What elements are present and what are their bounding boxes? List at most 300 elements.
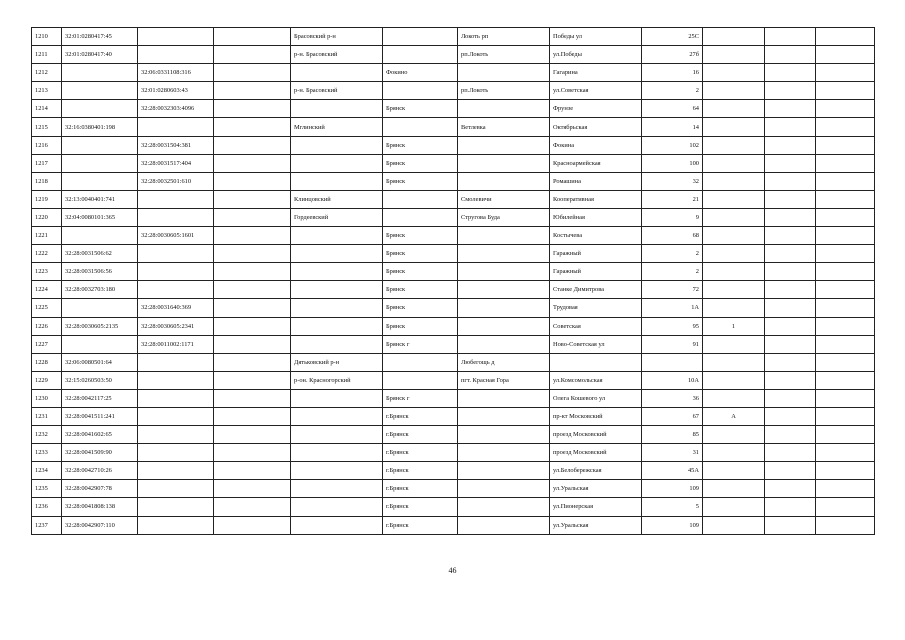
table-row bbox=[32, 281, 875, 299]
settlement-cell: Ветлевка bbox=[458, 118, 550, 136]
district-cell bbox=[291, 407, 383, 425]
table-row bbox=[32, 498, 875, 516]
cadastral-number-cell: 32:28:0042117:25 bbox=[62, 389, 138, 407]
settlement-cell bbox=[458, 227, 550, 245]
district-cell bbox=[291, 281, 383, 299]
row-number-cell: 1237 bbox=[32, 516, 62, 534]
cadastral-number-alt-cell: 32:28:0032303:4096 bbox=[138, 100, 214, 118]
extra-cell bbox=[765, 317, 816, 335]
blank-cell bbox=[214, 407, 291, 425]
building-cell bbox=[703, 389, 765, 407]
district-cell: р-н. Брасовский bbox=[291, 82, 383, 100]
settlement-cell bbox=[458, 100, 550, 118]
city-cell: г.Брянск bbox=[383, 426, 458, 444]
extra-cell bbox=[765, 118, 816, 136]
blank-cell bbox=[214, 263, 291, 281]
cadastral-number-cell bbox=[62, 154, 138, 172]
building-cell bbox=[703, 281, 765, 299]
row-number-cell: 1226 bbox=[32, 317, 62, 335]
city-cell: Брянск bbox=[383, 263, 458, 281]
row-number-cell: 1212 bbox=[32, 64, 62, 82]
extra-cell bbox=[765, 389, 816, 407]
building-cell bbox=[703, 100, 765, 118]
row-number-cell: 1227 bbox=[32, 335, 62, 353]
cadastral-number-alt-cell: 32:28:0032501:610 bbox=[138, 172, 214, 190]
address-registry-table bbox=[31, 27, 875, 535]
row-number-cell: 1217 bbox=[32, 154, 62, 172]
house-number-cell: 31 bbox=[642, 444, 703, 462]
street-cell: Советская bbox=[550, 317, 642, 335]
cadastral-number-alt-cell: 32:28:0030605:2341 bbox=[138, 317, 214, 335]
building-cell bbox=[703, 498, 765, 516]
house-number-cell: 9 bbox=[642, 208, 703, 226]
table-row bbox=[32, 208, 875, 226]
street-cell: Гаражный bbox=[550, 245, 642, 263]
settlement-cell bbox=[458, 426, 550, 444]
district-cell bbox=[291, 462, 383, 480]
extra-cell bbox=[765, 227, 816, 245]
row-number-cell: 1211 bbox=[32, 46, 62, 64]
extra-cell-2 bbox=[816, 100, 875, 118]
building-cell bbox=[703, 172, 765, 190]
district-cell bbox=[291, 172, 383, 190]
extra-cell-2 bbox=[816, 353, 875, 371]
street-cell: Олега Кошевого ул bbox=[550, 389, 642, 407]
settlement-cell bbox=[458, 498, 550, 516]
row-number-cell: 1236 bbox=[32, 498, 62, 516]
city-cell: г.Брянск bbox=[383, 407, 458, 425]
building-cell bbox=[703, 208, 765, 226]
district-cell: Дятьковский р-н bbox=[291, 353, 383, 371]
street-cell: Ромашина bbox=[550, 172, 642, 190]
cadastral-number-cell: 32:15:0260503:50 bbox=[62, 371, 138, 389]
city-cell: Брянск bbox=[383, 245, 458, 263]
table-row bbox=[32, 371, 875, 389]
table-row bbox=[32, 118, 875, 136]
house-number-cell: 68 bbox=[642, 227, 703, 245]
extra-cell-2 bbox=[816, 335, 875, 353]
extra-cell bbox=[765, 208, 816, 226]
extra-cell bbox=[765, 516, 816, 534]
street-cell: ул.Белобережская bbox=[550, 462, 642, 480]
city-cell: Брянск bbox=[383, 317, 458, 335]
settlement-cell bbox=[458, 263, 550, 281]
extra-cell-2 bbox=[816, 190, 875, 208]
table-row bbox=[32, 389, 875, 407]
blank-cell bbox=[214, 136, 291, 154]
row-number-cell: 1218 bbox=[32, 172, 62, 190]
house-number-cell: 14 bbox=[642, 118, 703, 136]
settlement-cell: Локоть рп bbox=[458, 28, 550, 46]
district-cell bbox=[291, 154, 383, 172]
cadastral-number-alt-cell bbox=[138, 371, 214, 389]
street-cell: ул.Уральская bbox=[550, 516, 642, 534]
building-cell bbox=[703, 28, 765, 46]
blank-cell bbox=[214, 227, 291, 245]
district-cell: р-н. Брасовский bbox=[291, 46, 383, 64]
registry-body bbox=[32, 28, 875, 535]
row-number-cell: 1234 bbox=[32, 462, 62, 480]
cadastral-number-cell bbox=[62, 64, 138, 82]
extra-cell bbox=[765, 335, 816, 353]
cadastral-number-alt-cell bbox=[138, 245, 214, 263]
blank-cell bbox=[214, 480, 291, 498]
house-number-cell: 16 bbox=[642, 64, 703, 82]
table-row bbox=[32, 317, 875, 335]
settlement-cell: рп.Локоть bbox=[458, 46, 550, 64]
settlement-cell bbox=[458, 317, 550, 335]
extra-cell-2 bbox=[816, 389, 875, 407]
table-row bbox=[32, 426, 875, 444]
cadastral-number-cell: 32:28:0031506:62 bbox=[62, 245, 138, 263]
table-row bbox=[32, 46, 875, 64]
extra-cell bbox=[765, 281, 816, 299]
extra-cell bbox=[765, 172, 816, 190]
extra-cell-2 bbox=[816, 136, 875, 154]
street-cell: Трудовая bbox=[550, 299, 642, 317]
extra-cell bbox=[765, 299, 816, 317]
cadastral-number-alt-cell bbox=[138, 46, 214, 64]
street-cell: ул.Комсомольская bbox=[550, 371, 642, 389]
building-cell bbox=[703, 82, 765, 100]
table-row bbox=[32, 136, 875, 154]
row-number-cell: 1225 bbox=[32, 299, 62, 317]
district-cell: Клинцовский bbox=[291, 190, 383, 208]
row-number-cell: 1219 bbox=[32, 190, 62, 208]
extra-cell-2 bbox=[816, 64, 875, 82]
cadastral-number-alt-cell bbox=[138, 190, 214, 208]
blank-cell bbox=[214, 28, 291, 46]
blank-cell bbox=[214, 498, 291, 516]
table-row bbox=[32, 407, 875, 425]
house-number-cell: 2 bbox=[642, 82, 703, 100]
blank-cell bbox=[214, 172, 291, 190]
cadastral-number-cell: 32:01:0280417:40 bbox=[62, 46, 138, 64]
street-cell: Юбилейная bbox=[550, 208, 642, 226]
settlement-cell bbox=[458, 64, 550, 82]
blank-cell bbox=[214, 64, 291, 82]
city-cell: Брянск г bbox=[383, 335, 458, 353]
building-cell bbox=[703, 154, 765, 172]
settlement-cell: Струговa Буда bbox=[458, 208, 550, 226]
row-number-cell: 1210 bbox=[32, 28, 62, 46]
street-cell: Победы ул bbox=[550, 28, 642, 46]
extra-cell-2 bbox=[816, 28, 875, 46]
house-number-cell: 109 bbox=[642, 480, 703, 498]
house-number-cell: 10А bbox=[642, 371, 703, 389]
blank-cell bbox=[214, 335, 291, 353]
table-row bbox=[32, 227, 875, 245]
house-number-cell: 67 bbox=[642, 407, 703, 425]
city-cell: Брянск bbox=[383, 281, 458, 299]
extra-cell bbox=[765, 245, 816, 263]
blank-cell bbox=[214, 371, 291, 389]
district-cell: Гордеевский bbox=[291, 208, 383, 226]
cadastral-number-alt-cell bbox=[138, 480, 214, 498]
cadastral-number-alt-cell: 32:06:0331108:316 bbox=[138, 64, 214, 82]
district-cell bbox=[291, 389, 383, 407]
settlement-cell bbox=[458, 389, 550, 407]
district-cell bbox=[291, 426, 383, 444]
cadastral-number-cell: 32:28:0042907:110 bbox=[62, 516, 138, 534]
blank-cell bbox=[214, 190, 291, 208]
settlement-cell: пгт. Красная Гора bbox=[458, 371, 550, 389]
settlement-cell: рп.Локоть bbox=[458, 82, 550, 100]
city-cell: Брянск г bbox=[383, 389, 458, 407]
settlement-cell bbox=[458, 136, 550, 154]
extra-cell-2 bbox=[816, 263, 875, 281]
row-number-cell: 1213 bbox=[32, 82, 62, 100]
extra-cell-2 bbox=[816, 516, 875, 534]
street-cell: проезд Московский bbox=[550, 444, 642, 462]
settlement-cell bbox=[458, 245, 550, 263]
extra-cell-2 bbox=[816, 371, 875, 389]
blank-cell bbox=[214, 281, 291, 299]
city-cell: Брянск bbox=[383, 100, 458, 118]
table-row bbox=[32, 353, 875, 371]
street-cell: Гаражный bbox=[550, 263, 642, 281]
table-row bbox=[32, 190, 875, 208]
row-number-cell: 1222 bbox=[32, 245, 62, 263]
extra-cell-2 bbox=[816, 407, 875, 425]
city-cell bbox=[383, 371, 458, 389]
building-cell bbox=[703, 353, 765, 371]
district-cell bbox=[291, 100, 383, 118]
city-cell bbox=[383, 46, 458, 64]
district-cell bbox=[291, 498, 383, 516]
cadastral-number-alt-cell bbox=[138, 281, 214, 299]
table-row bbox=[32, 444, 875, 462]
settlement-cell bbox=[458, 154, 550, 172]
city-cell: Брянск bbox=[383, 227, 458, 245]
street-cell: Станке Димитрова bbox=[550, 281, 642, 299]
city-cell: Брянск bbox=[383, 172, 458, 190]
row-number-cell: 1214 bbox=[32, 100, 62, 118]
street-cell: Костычева bbox=[550, 227, 642, 245]
cadastral-number-cell: 32:28:0031506:56 bbox=[62, 263, 138, 281]
cadastral-number-cell bbox=[62, 172, 138, 190]
extra-cell-2 bbox=[816, 462, 875, 480]
extra-cell bbox=[765, 64, 816, 82]
house-number-cell: 95 bbox=[642, 317, 703, 335]
city-cell: Фокино bbox=[383, 64, 458, 82]
house-number-cell: 2 bbox=[642, 263, 703, 281]
extra-cell-2 bbox=[816, 154, 875, 172]
building-cell bbox=[703, 299, 765, 317]
blank-cell bbox=[214, 299, 291, 317]
street-cell: Красноармейская bbox=[550, 154, 642, 172]
extra-cell bbox=[765, 498, 816, 516]
building-cell bbox=[703, 480, 765, 498]
extra-cell-2 bbox=[816, 480, 875, 498]
table-row bbox=[32, 462, 875, 480]
building-cell: 1 bbox=[703, 317, 765, 335]
district-cell bbox=[291, 516, 383, 534]
extra-cell bbox=[765, 28, 816, 46]
city-cell: г.Брянск bbox=[383, 516, 458, 534]
cadastral-number-cell bbox=[62, 82, 138, 100]
street-cell: Фокина bbox=[550, 136, 642, 154]
settlement-cell bbox=[458, 516, 550, 534]
extra-cell bbox=[765, 154, 816, 172]
blank-cell bbox=[214, 154, 291, 172]
building-cell bbox=[703, 371, 765, 389]
settlement-cell: Смолевичи bbox=[458, 190, 550, 208]
cadastral-number-cell: 32:28:0041511:241 bbox=[62, 407, 138, 425]
cadastral-number-cell: 32:16:0380401:198 bbox=[62, 118, 138, 136]
city-cell bbox=[383, 28, 458, 46]
cadastral-number-alt-cell bbox=[138, 353, 214, 371]
table-row bbox=[32, 28, 875, 46]
table-row bbox=[32, 480, 875, 498]
city-cell bbox=[383, 118, 458, 136]
cadastral-number-cell: 32:28:0041808:138 bbox=[62, 498, 138, 516]
cadastral-number-alt-cell bbox=[138, 208, 214, 226]
blank-cell bbox=[214, 389, 291, 407]
building-cell bbox=[703, 245, 765, 263]
district-cell: р-он. Красногорский bbox=[291, 371, 383, 389]
street-cell: Фрунзе bbox=[550, 100, 642, 118]
cadastral-number-cell bbox=[62, 335, 138, 353]
extra-cell-2 bbox=[816, 299, 875, 317]
house-number-cell: 85 bbox=[642, 426, 703, 444]
city-cell: г.Брянск bbox=[383, 444, 458, 462]
street-cell bbox=[550, 353, 642, 371]
building-cell bbox=[703, 444, 765, 462]
cadastral-number-alt-cell: 32:28:0031640:369 bbox=[138, 299, 214, 317]
city-cell bbox=[383, 353, 458, 371]
cadastral-number-cell: 32:04:0080101:365 bbox=[62, 208, 138, 226]
district-cell bbox=[291, 317, 383, 335]
row-number-cell: 1230 bbox=[32, 389, 62, 407]
extra-cell-2 bbox=[816, 172, 875, 190]
extra-cell bbox=[765, 46, 816, 64]
extra-cell-2 bbox=[816, 281, 875, 299]
building-cell bbox=[703, 136, 765, 154]
cadastral-number-alt-cell bbox=[138, 444, 214, 462]
street-cell: ул.Уральская bbox=[550, 480, 642, 498]
extra-cell bbox=[765, 136, 816, 154]
extra-cell bbox=[765, 190, 816, 208]
house-number-cell: 27б bbox=[642, 46, 703, 64]
settlement-cell bbox=[458, 281, 550, 299]
extra-cell bbox=[765, 444, 816, 462]
extra-cell bbox=[765, 82, 816, 100]
street-cell: пр-кт Московский bbox=[550, 407, 642, 425]
city-cell bbox=[383, 82, 458, 100]
cadastral-number-cell: 32:28:0030605:2135 bbox=[62, 317, 138, 335]
blank-cell bbox=[214, 245, 291, 263]
cadastral-number-alt-cell: 32:28:0030605:1601 bbox=[138, 227, 214, 245]
district-cell bbox=[291, 263, 383, 281]
row-number-cell: 1221 bbox=[32, 227, 62, 245]
street-cell: Октябрьская bbox=[550, 118, 642, 136]
building-cell bbox=[703, 227, 765, 245]
cadastral-number-alt-cell bbox=[138, 498, 214, 516]
house-number-cell: 25С bbox=[642, 28, 703, 46]
extra-cell bbox=[765, 353, 816, 371]
blank-cell bbox=[214, 426, 291, 444]
cadastral-number-cell: 32:28:0041509:90 bbox=[62, 444, 138, 462]
blank-cell bbox=[214, 118, 291, 136]
extra-cell bbox=[765, 480, 816, 498]
district-cell bbox=[291, 136, 383, 154]
table-row bbox=[32, 263, 875, 281]
city-cell: Брянск bbox=[383, 299, 458, 317]
cadastral-number-alt-cell: 32:28:0011002:1171 bbox=[138, 335, 214, 353]
house-number-cell: 109 bbox=[642, 516, 703, 534]
table-row bbox=[32, 516, 875, 534]
house-number-cell: 2 bbox=[642, 245, 703, 263]
district-cell bbox=[291, 299, 383, 317]
row-number-cell: 1233 bbox=[32, 444, 62, 462]
table-row bbox=[32, 100, 875, 118]
city-cell: г.Брянск bbox=[383, 462, 458, 480]
street-cell: Кооперативная bbox=[550, 190, 642, 208]
extra-cell-2 bbox=[816, 208, 875, 226]
cadastral-number-cell bbox=[62, 227, 138, 245]
building-cell bbox=[703, 516, 765, 534]
cadastral-number-alt-cell: 32:01:0280603:43 bbox=[138, 82, 214, 100]
extra-cell-2 bbox=[816, 46, 875, 64]
settlement-cell bbox=[458, 407, 550, 425]
city-cell bbox=[383, 208, 458, 226]
row-number-cell: 1231 bbox=[32, 407, 62, 425]
extra-cell bbox=[765, 100, 816, 118]
blank-cell bbox=[214, 46, 291, 64]
house-number-cell: 100 bbox=[642, 154, 703, 172]
house-number-cell: 36 bbox=[642, 389, 703, 407]
extra-cell bbox=[765, 426, 816, 444]
district-cell bbox=[291, 227, 383, 245]
house-number-cell: 102 bbox=[642, 136, 703, 154]
cadastral-number-cell bbox=[62, 100, 138, 118]
blank-cell bbox=[214, 208, 291, 226]
cadastral-number-cell: 32:28:0032703:180 bbox=[62, 281, 138, 299]
settlement-cell bbox=[458, 462, 550, 480]
house-number-cell: 91 bbox=[642, 335, 703, 353]
blank-cell bbox=[214, 353, 291, 371]
table-row bbox=[32, 299, 875, 317]
cadastral-number-cell: 32:28:0042710:26 bbox=[62, 462, 138, 480]
house-number-cell: 21 bbox=[642, 190, 703, 208]
building-cell bbox=[703, 462, 765, 480]
blank-cell bbox=[214, 100, 291, 118]
settlement-cell bbox=[458, 172, 550, 190]
row-number-cell: 1216 bbox=[32, 136, 62, 154]
row-number-cell: 1224 bbox=[32, 281, 62, 299]
city-cell bbox=[383, 190, 458, 208]
street-cell: проезд Московский bbox=[550, 426, 642, 444]
row-number-cell: 1235 bbox=[32, 480, 62, 498]
settlement-cell bbox=[458, 335, 550, 353]
cadastral-number-cell: 32:01:0280417:45 bbox=[62, 28, 138, 46]
extra-cell-2 bbox=[816, 317, 875, 335]
city-cell: Брянск bbox=[383, 136, 458, 154]
building-cell bbox=[703, 335, 765, 353]
blank-cell bbox=[214, 516, 291, 534]
district-cell: Брасовский р-н bbox=[291, 28, 383, 46]
cadastral-number-alt-cell: 32:28:0031517:404 bbox=[138, 154, 214, 172]
building-cell bbox=[703, 190, 765, 208]
row-number-cell: 1223 bbox=[32, 263, 62, 281]
row-number-cell: 1228 bbox=[32, 353, 62, 371]
house-number-cell: 72 bbox=[642, 281, 703, 299]
city-cell: г.Брянск bbox=[383, 498, 458, 516]
house-number-cell: 45А bbox=[642, 462, 703, 480]
house-number-cell: 1А bbox=[642, 299, 703, 317]
cadastral-number-cell: 32:13:0040401:741 bbox=[62, 190, 138, 208]
